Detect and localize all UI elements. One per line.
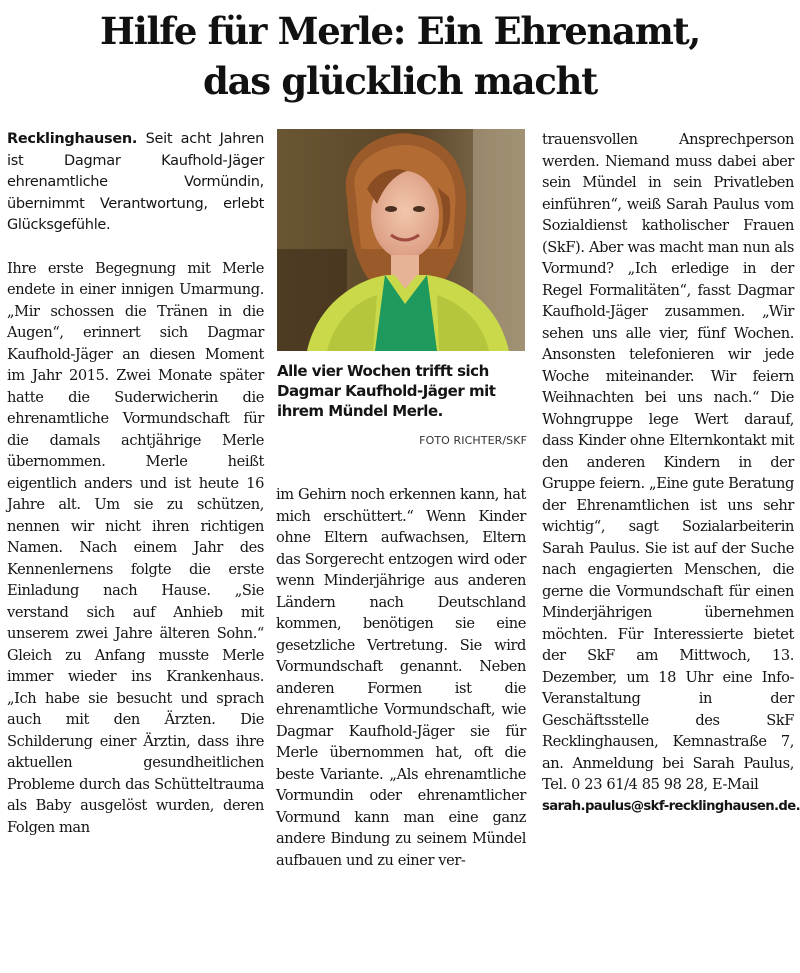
photo-caption: Alle vier Wochen trifft sich Dagmar Kaufhold-Jäger mit ihrem Mündel Merle.	[277, 362, 496, 420]
body-text-column-1: Ihre erste Begegnung mit Merle endete in einer innigen Umarmung. „Mir schossen die Tränen in die Augen“, erinnert sich Dagmar Kaufhold-Jäger an diesen Moment im Jahr 2015. Zwei Monate später hatte die Suderwicherin die ehrenamtliche Vormundschaft für die damals achtjährige Merle übernommen. Merle heißt eigentlich anders und ist heute 16 Jahre alt. Um sie zu schützen, nennen wir nicht ihren richtigen Namen. Nach einem Jahr des Kennenlernens folgte die erste Einladung nach Hause. „Sie verstand sich auf Anhieb mit unserem zwei Jahre älteren Sohn.“ Gleich zu Anfang musste Merle immer wieder ins Krankenhaus. „Ich habe sie besucht und sprach auch mit den Ärzten. Die Schilderung einer Ärztin, dass ihre aktuellen gesundheitlichen Probleme durch das Schütteltrauma als Baby ausgelöst wurden, deren Folgen man	[7, 259, 264, 836]
body-text-column-2: im Gehirn noch erkennen kann, hat mich erschüttert.“ Wenn Kinder ohne Eltern aufwachsen, Eltern das Sorgerecht entzogen wird oder wenn Minderjährige aus anderen Ländern nach Deutschland kommen, benötigen sie eine gesetzliche Vertretung. Sie wird Vormundschaft genannt. Neben anderen Formen ist die ehrenamtliche Vormundschaft, wie Dagmar Kaufhold-Jäger sie für Merle übernommen hat, oft die beste Variante. „Als ehrenamtliche Vormundin oder ehrenamtlicher Vormund kann man eine ganz andere Bindung zu seinem Mündel aufbauen und zu einer ver-	[276, 486, 526, 869]
lead-text: Seit acht Jahren ist Dagmar Kaufhold-Jäger ehrenamtliche Vormündin, übernimmt Verantwortung, erlebt Glücksgefühle.	[7, 131, 264, 233]
photo-credit: FOTO RICHTER/SKF	[419, 434, 527, 447]
dateline: Recklinghausen.	[7, 131, 138, 147]
headline	[0, 6, 800, 106]
portrait-photo	[277, 129, 525, 351]
article-column-2	[276, 484, 526, 871]
body-text-column-3: trauensvollen Ansprechperson werden. Niemand muss dabei aber sein Mündel in sein Privatleben einführen“, weiß Sarah Paulus vom Sozialdienst katholischer Frauen (SkF). Aber was macht man nun als Vormund? „Ich erledige in der Regel Formalitäten“, fasst Dagmar Kaufhold-Jäger zusammen. „Wir sehen uns alle vier, fünf Wochen. Ansonsten telefonieren wir jede Woche miteinander. Wir feiern Weihnachten bei uns nach.“ Die Wohngruppe lege Wert darauf, dass Kinder ohne Elternkontakt mit den anderen Kindern in der Gruppe feiern. „Eine gute Beratung der Ehrenamtlichen ist uns sehr wichtig“, sagt Sozialarbeiterin Sarah Paulus. Sie ist auf der Suche nach engagierten Menschen, die gerne die Vormundschaft für einen Minderjährigen übernehmen möchten. Für Interessierte bietet der SkF am Mittwoch, 13. Dezember, um 18 Uhr eine Info-Veranstaltung in der Geschäftsstelle des SkF Recklinghausen, Kemnastraße 7, an. Anmeldung bei Sarah Paulus, Tel. 0 23 61/4 85 98 28, E-Mail	[542, 131, 794, 793]
headline-line-2: das glücklich macht	[203, 59, 597, 103]
lead-paragraph	[7, 129, 264, 237]
article-column-1	[7, 129, 264, 838]
contact-email[interactable]: sarah.paulus@skf-recklinghausen.de.	[542, 798, 800, 814]
headline-line-1: Hilfe für Merle: Ein Ehrenamt,	[100, 9, 700, 53]
article-column-3	[542, 129, 800, 817]
